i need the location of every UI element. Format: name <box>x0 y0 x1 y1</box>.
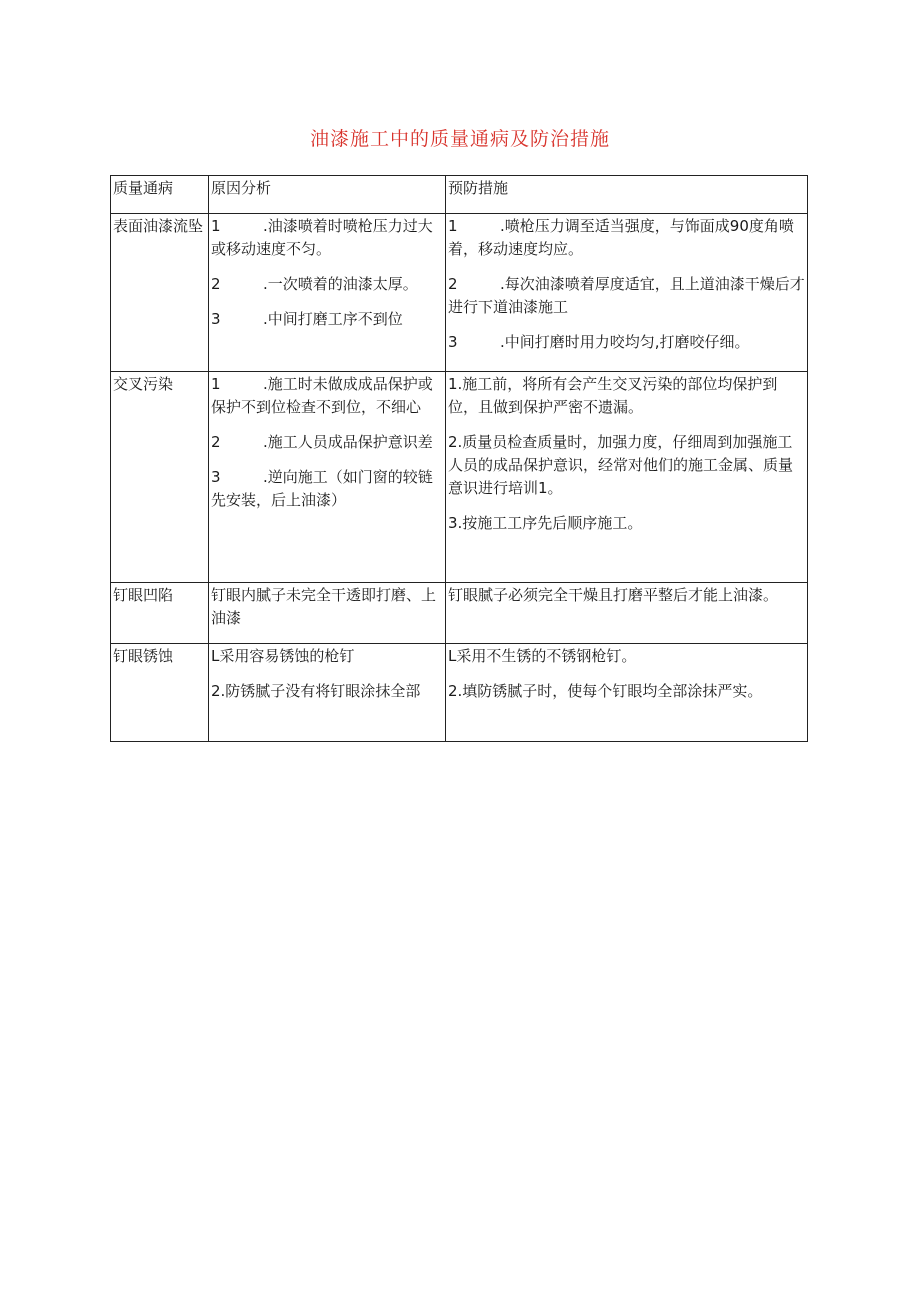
item-number: 1 <box>448 217 458 235</box>
measure-item: 钉眼腻子必须完全干燥且打磨平整后才能上油漆。 <box>448 586 779 604</box>
header-measure: 预防措施 <box>446 176 808 214</box>
cause-item <box>211 215 444 261</box>
item-number: 1 <box>211 375 221 393</box>
document-title: 油漆施工中的质量通病及防治措施 <box>309 128 610 150</box>
measure-cell <box>446 372 808 583</box>
table-row <box>111 372 808 583</box>
measure-cell <box>446 214 808 372</box>
cause-item <box>211 373 444 419</box>
problem-cell: 钉眼凹陷 <box>111 583 209 644</box>
table-row <box>111 644 808 742</box>
item-number: 3 <box>211 468 221 486</box>
measure-item <box>448 215 806 261</box>
cause-item: L采用容易锈蚀的枪钉 <box>211 647 355 665</box>
measure-cell <box>446 644 808 742</box>
quality-defects-table <box>110 175 808 742</box>
cause-item: 2.防锈腻子没有将钉眼涂抹全部 <box>211 682 421 700</box>
item-number: 2 <box>448 275 458 293</box>
measure-item: 2.质量员检查质量时，加强力度，仔细周到加强施工人员的成品保护意识，经常对他们的施工金属、质量意识进行培训1。 <box>448 433 794 497</box>
measure-item: 1.施工前，将所有会产生交叉污染的部位均保护到位，且做到保护严密不遗漏。 <box>448 375 778 416</box>
cause-item <box>211 431 444 454</box>
header-cause: 原因分析 <box>209 176 446 214</box>
item-text: .油漆喷着时喷枪压力过大或移动速度不匀。 <box>211 217 433 258</box>
item-number: 3 <box>448 333 458 351</box>
item-text: .每次油漆喷着厚度适宜，且上道油漆干燥后才进行下道油漆施工 <box>448 275 805 316</box>
item-text: .喷枪压力调至适当强度，与饰面成90度角喷着，移动速度均应。 <box>448 217 794 258</box>
item-text: .逆向施工（如门窗的较链先安装，后上油漆） <box>211 468 433 509</box>
header-problem: 质量通病 <box>111 176 209 214</box>
table-header-row <box>111 176 808 214</box>
cause-item: 钉眼内腻子未完全干透即打磨、上油漆 <box>211 586 437 627</box>
item-text: .中间打磨时用力咬均匀,打磨咬仔细。 <box>500 333 750 351</box>
measure-item: L采用不生锈的不锈钢枪钉。 <box>448 647 637 665</box>
problem-cell: 表面油漆流坠 <box>111 214 209 372</box>
cause-cell <box>209 644 446 742</box>
table-row <box>111 214 808 372</box>
measure-item: 2.填防锈腻子时，使每个钉眼均全部涂抹严实。 <box>448 682 763 700</box>
problem-cell: 钉眼锈蚀 <box>111 644 209 742</box>
item-text: .中间打磨工序不到位 <box>263 310 403 328</box>
item-text: .一次喷着的油漆太厚。 <box>263 275 418 293</box>
measure-cell <box>446 583 808 644</box>
item-number: 1 <box>211 217 221 235</box>
cause-cell <box>209 372 446 583</box>
measure-item <box>448 273 806 319</box>
table-row <box>111 583 808 644</box>
measure-item: 3.按施工工序先后顺序施工。 <box>448 514 643 532</box>
cause-cell <box>209 583 446 644</box>
cause-cell <box>209 214 446 372</box>
cause-item <box>211 466 444 512</box>
item-number: 2 <box>211 433 221 451</box>
item-text: .施工人员成品保护意识差 <box>263 433 433 451</box>
measure-item <box>448 331 806 354</box>
cause-item <box>211 308 444 331</box>
cause-item <box>211 273 444 296</box>
problem-cell: 交叉污染 <box>111 372 209 583</box>
item-number: 2 <box>211 275 221 293</box>
item-text: .施工时未做成成品保护或保护不到位检查不到位，不细心 <box>211 375 433 416</box>
item-number: 3 <box>211 310 221 328</box>
